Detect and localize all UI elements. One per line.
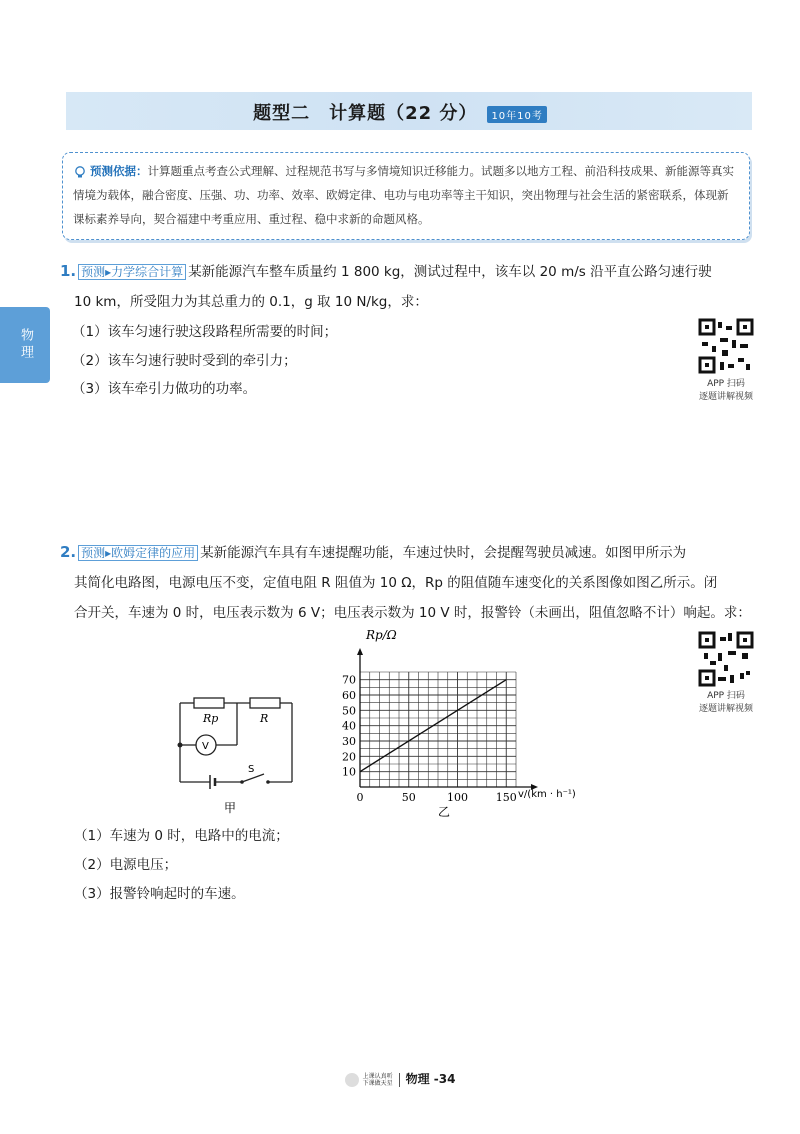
question-text: 某新能源汽车具有车速提醒功能，车速过快时，会提醒驾驶员减速。如图甲所示为 bbox=[200, 545, 687, 561]
voltmeter-label: V bbox=[202, 741, 209, 752]
graph-caption: 乙 bbox=[438, 805, 451, 819]
page-footer bbox=[0, 1070, 800, 1087]
y-tick-label: 30 bbox=[342, 735, 356, 748]
qr-code-icon[interactable] bbox=[698, 631, 754, 687]
page-number: 物理 -34 bbox=[405, 1072, 456, 1086]
question-2-sub1: （1）车速为 0 时，电路中的电流； bbox=[74, 828, 289, 844]
footer-divider bbox=[399, 1073, 400, 1087]
subject-side-tab: 物理 bbox=[0, 307, 50, 383]
question-1-sub3: （3）该车牵引力做功的功率。 bbox=[72, 381, 257, 397]
question-text: 某新能源汽车整车质量约 1 800 kg，测试过程中，该车以 20 m/s 沿平直公路匀速行驶 bbox=[188, 264, 712, 280]
question-tag bbox=[78, 264, 186, 280]
resistor-rp bbox=[194, 698, 224, 708]
question-1 bbox=[60, 256, 760, 317]
tag-text: 力学综合计算 bbox=[111, 265, 184, 279]
switch-label: S bbox=[248, 764, 255, 775]
question-2 bbox=[60, 537, 760, 628]
question-1-sub2: （2）该车匀速行驶时受到的牵引力； bbox=[72, 353, 297, 369]
tag-prefix: 预测▸ bbox=[81, 546, 112, 560]
qr-caption-line2: 逐题讲解视频 bbox=[698, 704, 753, 714]
tag-prefix: 预测▸ bbox=[81, 265, 112, 279]
graph-grid bbox=[360, 672, 516, 787]
qr-caption bbox=[686, 690, 766, 716]
graph-tick-labels bbox=[342, 674, 517, 804]
exam-frequency-badge: 10年10考 bbox=[487, 106, 546, 123]
y-tick-label: 10 bbox=[342, 765, 356, 779]
y-tick-label: 70 bbox=[342, 673, 356, 687]
x-tick-label: 0 bbox=[356, 791, 364, 804]
question-2-line1 bbox=[60, 537, 760, 568]
question-2-line3: 合开关，车速为 0 时，电压表示数为 6 V；电压表示数为 10 V 时，报警铃（未画出，阻值忽略不计）响起。求： bbox=[74, 605, 751, 621]
prediction-basis-box bbox=[62, 152, 750, 240]
x-axis-label: v/(km · h⁻¹) bbox=[518, 789, 576, 800]
question-tag bbox=[78, 545, 198, 561]
lightbulb-icon bbox=[73, 165, 87, 179]
resistor-rp-label: Rp bbox=[203, 712, 219, 725]
question-1-line2: 10 km，所受阻力为其总重力的 0.1，g 取 10 N/kg，求： bbox=[74, 294, 428, 310]
question-number: 2. bbox=[60, 543, 77, 561]
resistor-r bbox=[250, 698, 280, 708]
y-axis-arrow bbox=[357, 648, 363, 655]
y-tick-label: 60 bbox=[342, 689, 356, 702]
section-title-text: 题型二 计算题（22 分） bbox=[253, 103, 478, 124]
qr-code-icon[interactable] bbox=[698, 318, 754, 374]
circuit-caption: 甲 bbox=[224, 801, 237, 815]
qr-caption-line1: APP 扫码 bbox=[707, 379, 745, 389]
y-tick-label: 40 bbox=[342, 719, 356, 733]
x-tick-label: 100 bbox=[447, 791, 468, 804]
footer-slogan bbox=[363, 1073, 393, 1087]
resistor-r-label: R bbox=[260, 712, 269, 725]
y-axis-label: Rp/Ω bbox=[366, 628, 397, 642]
x-tick-label: 50 bbox=[401, 791, 416, 804]
y-tick-label: 50 bbox=[342, 704, 356, 718]
question-1-sub1: （1）该车匀速行驶这段路程所需要的时间； bbox=[72, 324, 338, 340]
tag-text: 欧姆定律的应用 bbox=[111, 546, 196, 560]
prediction-basis-text: 计算题重点考查公式理解、过程规范书写与多情境知识迁移能力。试题多以地方工程、前沿科技成果、新能源等真实情境为载体，融合密度、压强、功、功率、效率、欧姆定律、电功与电功率等主干知识，突出物理与社会生活的紧密联系，体现新课标素养导向，契合福建中考重应用、重过程、稳中求新的命题风格。 bbox=[73, 164, 734, 226]
question-number: 1. bbox=[60, 262, 77, 280]
qr-caption bbox=[686, 378, 766, 404]
footer-slogan-line2: 下课做天星 bbox=[362, 1079, 393, 1087]
qr-caption-line1: APP 扫码 bbox=[707, 691, 745, 701]
prediction-basis-label: 预测依据： bbox=[90, 164, 148, 178]
question-1-line1 bbox=[60, 256, 760, 287]
x-tick-label: 150 bbox=[495, 791, 517, 804]
qr-caption-line2: 逐题讲解视频 bbox=[698, 392, 753, 402]
circuit-diagram bbox=[168, 690, 308, 815]
footer-slogan-line1: 上课认真听 bbox=[362, 1072, 393, 1080]
section-title bbox=[0, 99, 800, 125]
mascot-icon bbox=[345, 1073, 359, 1087]
y-tick-label: 20 bbox=[342, 750, 356, 764]
question-2-sub2: （2）电源电压； bbox=[74, 857, 178, 873]
question-2-sub3: （3）报警铃响起时的车速。 bbox=[74, 886, 245, 902]
rp-vs-speed-graph bbox=[330, 625, 590, 820]
question-2-line2: 其简化电路图，电源电压不变，定值电阻 R 阻值为 10 Ω，Rp 的阻值随车速变化的关系图像如图乙所示。闭 bbox=[74, 575, 718, 591]
